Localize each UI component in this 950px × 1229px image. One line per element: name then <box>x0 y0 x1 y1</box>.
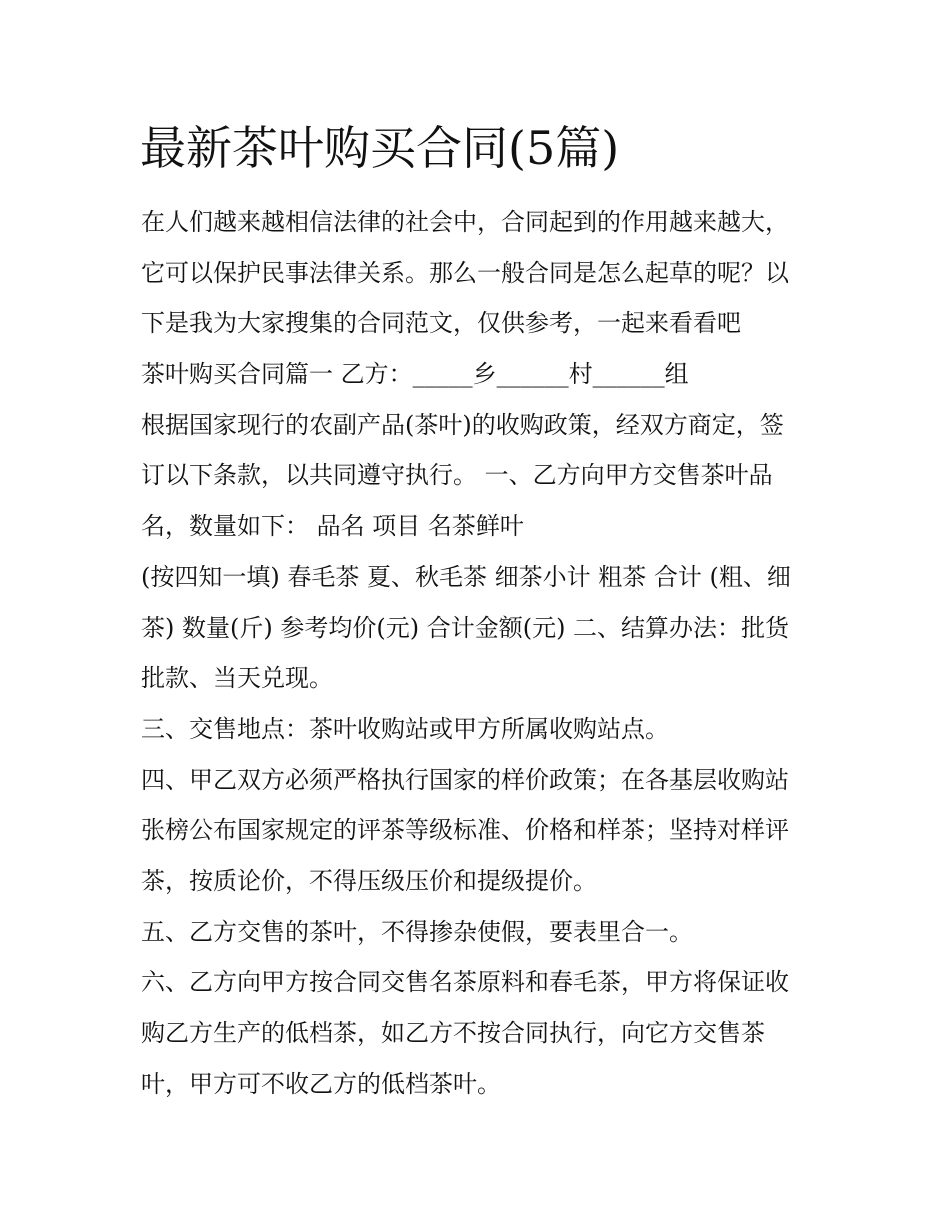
text-line: 茶，按质论价，不得压级压价和提级提价。 <box>141 866 597 895</box>
text-line: 在人们越来越相信法律的社会中，合同起到的作用越来越大， <box>141 208 789 236</box>
document-title: 最新茶叶购买合同(5篇) <box>140 121 620 175</box>
text-line: 批款、当天兑现。 <box>141 664 333 693</box>
text-line: 四、甲乙双方必须严格执行国家的样价政策；在各基层收购站 <box>141 765 789 794</box>
text-line: 六、乙方向甲方按合同交售名茶原料和春毛茶，甲方将保证收 <box>141 968 789 997</box>
text-line: 购乙方生产的低档茶，如乙方不按合同执行，向它方交售茶 <box>141 1019 765 1047</box>
text-line: 三、交售地点：茶叶收购站或甲方所属收购站点。 <box>141 714 669 743</box>
text-line: (按四知一填) 春毛茶 夏、秋毛茶 细茶小计 粗茶 合计 (粗、细 <box>141 562 791 591</box>
text-line: 下是我为大家搜集的合同范文，仅供参考，一起来看看吧 <box>141 309 741 338</box>
document-body <box>141 197 821 1109</box>
text-line: 茶) 数量(斤) 参考均价(元) 合计金额(元) 二、结算办法：批货 <box>141 613 790 642</box>
text-line: 根据国家现行的农副产品(茶叶)的收购政策，经双方商定，签 <box>141 410 784 439</box>
text-line: 张榜公布国家规定的评茶等级标准、价格和样茶；坚持对样评 <box>141 816 789 845</box>
text-line: 五、乙方交售的茶叶，不得掺杂使假，要表里合一。 <box>141 917 693 946</box>
text-line: 它可以保护民事法律关系。那么一般合同是怎么起草的呢？以 <box>141 258 789 287</box>
text-line: 茶叶购买合同篇一 乙方：_____乡______村______组 <box>141 360 689 389</box>
text-line: 订以下条款，以共同遵守执行。 一、乙方向甲方交售茶叶品 <box>141 461 773 490</box>
text-line: 叶，甲方可不收乙方的低档茶叶。 <box>141 1069 501 1098</box>
text-line: 名，数量如下： 品名 项目 名茶鲜叶 <box>141 512 524 541</box>
